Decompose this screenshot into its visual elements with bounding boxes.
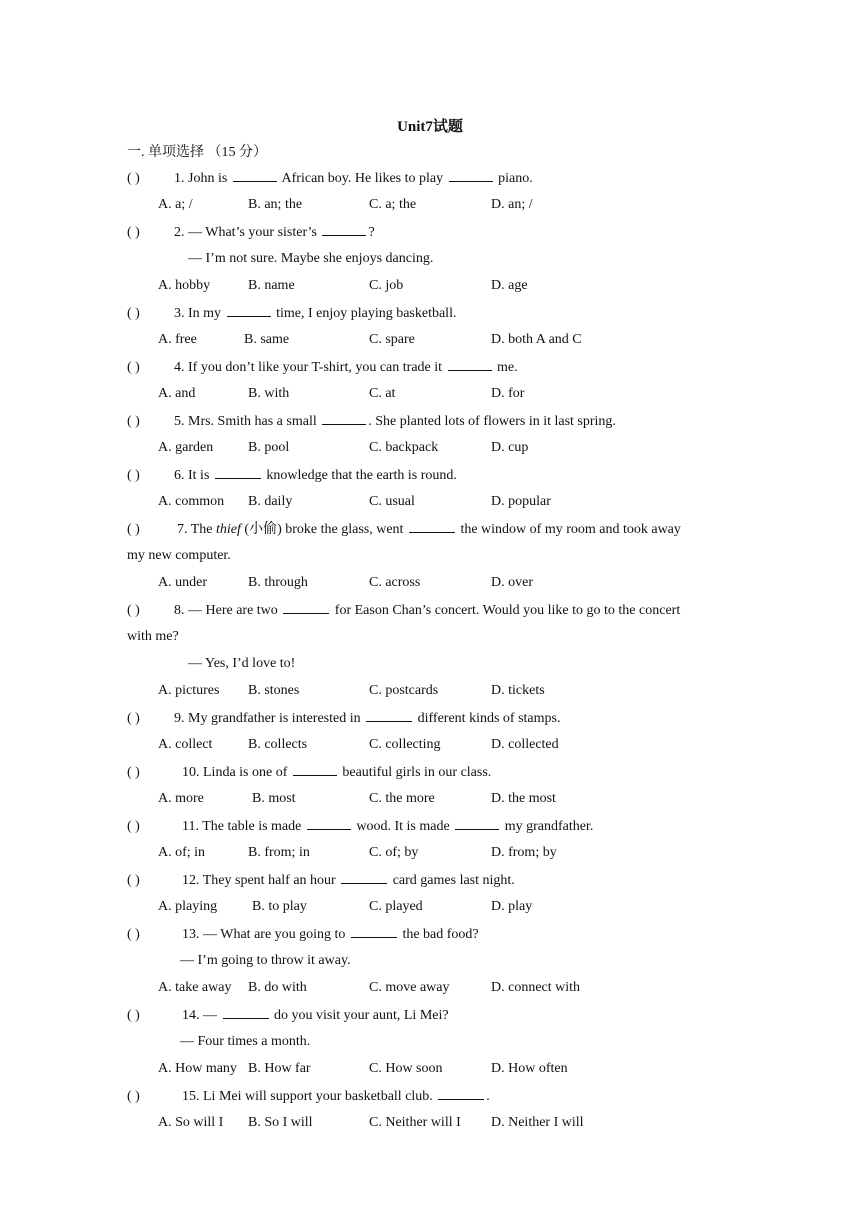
blank [227, 304, 271, 317]
option-d: D. tickets [491, 683, 545, 698]
option-b: B. with [248, 386, 290, 401]
option-c: C. postcards [369, 683, 439, 698]
blank [293, 763, 337, 776]
option-b: B. do with [248, 980, 307, 995]
option-d: D. collected [491, 737, 559, 752]
question-7-continued: my new computer. [127, 548, 231, 563]
page-title: Unit7试题 [397, 119, 463, 135]
question-7: ( ) 7. The thief (小偷) broke the glass, went the window of my room and took away [127, 522, 681, 537]
option-c: C. Neither will I [369, 1115, 461, 1130]
question-8-continued: with me? [127, 629, 179, 644]
option-a: A. of; in [158, 845, 206, 860]
answer-bracket: ( ) [127, 225, 140, 240]
dialogue-reply: — Four times a month. [180, 1034, 311, 1049]
blank [438, 1087, 484, 1100]
question-12: ( ) 12. They spent half an hour card games last night. [127, 873, 515, 888]
option-d: D. popular [491, 494, 551, 509]
answer-bracket: ( ) [127, 522, 140, 537]
section-heading: 一. 单项选择 （15 分） [127, 145, 267, 160]
blank [307, 817, 351, 830]
option-c: C. the more [369, 791, 435, 806]
option-d: D. both A and C [491, 332, 582, 347]
option-a: A. So will I [158, 1115, 224, 1130]
dialogue-reply: — I’m not sure. Maybe she enjoys dancing. [188, 251, 434, 266]
answer-bracket: ( ) [127, 873, 140, 888]
answer-bracket: ( ) [127, 360, 140, 375]
option-b: B. stones [248, 683, 300, 698]
option-c: C. job [369, 278, 404, 293]
option-a: A. hobby [158, 278, 211, 293]
question-1: ( ) 1. John is African boy. He likes to play piano. [127, 171, 533, 186]
option-c: C. backpack [369, 440, 439, 455]
option-a: A. and [158, 386, 196, 401]
blank [322, 412, 366, 425]
dialogue-reply: — Yes, I’d love to! [188, 656, 296, 671]
option-b: B. an; the [248, 197, 303, 212]
blank [283, 601, 329, 614]
option-b: B. How far [248, 1061, 311, 1076]
option-a: A. common [158, 494, 225, 509]
blank [448, 358, 492, 371]
option-a: A. a; / [158, 197, 193, 212]
question-8: ( ) 8. — Here are two for Eason Chan’s concert. Would you like to go to the concert [127, 603, 681, 618]
question-10: ( ) 10. Linda is one of beautiful girls in our class. [127, 765, 492, 780]
option-d: D. the most [491, 791, 556, 806]
option-c: C. How soon [369, 1061, 443, 1076]
answer-bracket: ( ) [127, 306, 140, 321]
question-14: ( ) 14. — do you visit your aunt, Li Mei? [127, 1008, 449, 1023]
option-a: A. playing [158, 899, 218, 914]
option-d: D. Neither I will [491, 1115, 584, 1130]
option-a: A. pictures [158, 683, 220, 698]
question-5: ( ) 5. Mrs. Smith has a small . She planted lots of flowers in it last spring. [127, 414, 616, 429]
option-b: B. most [252, 791, 296, 806]
option-c: C. across [369, 575, 421, 590]
option-a: A. more [158, 791, 204, 806]
blank [351, 925, 397, 938]
option-d: D. cup [491, 440, 529, 455]
answer-bracket: ( ) [127, 171, 140, 186]
option-d: D. for [491, 386, 525, 401]
answer-bracket: ( ) [127, 711, 140, 726]
question-13: ( ) 13. — What are you going to the bad food? [127, 927, 479, 942]
blank [215, 466, 261, 479]
answer-bracket: ( ) [127, 468, 140, 483]
option-b: B. to play [252, 899, 307, 914]
option-c: C. a; the [369, 197, 417, 212]
option-c: C. at [369, 386, 396, 401]
option-d: D. connect with [491, 980, 581, 995]
option-c: C. of; by [369, 845, 419, 860]
option-c: C. collecting [369, 737, 441, 752]
option-d: D. over [491, 575, 533, 590]
option-c: C. move away [369, 980, 450, 995]
answer-bracket: ( ) [127, 1008, 140, 1023]
option-d: D. from; by [491, 845, 557, 860]
answer-bracket: ( ) [127, 414, 140, 429]
option-d: D. an; / [491, 197, 533, 212]
answer-bracket: ( ) [127, 819, 140, 834]
dialogue-reply: — I’m going to throw it away. [180, 953, 351, 968]
blank [366, 709, 412, 722]
option-b: B. collects [248, 737, 308, 752]
option-b: B. pool [248, 440, 290, 455]
question-6: ( ) 6. It is knowledge that the earth is round. [127, 468, 457, 483]
option-d: D. age [491, 278, 528, 293]
option-b: B. same [244, 332, 290, 347]
option-b: B. through [248, 575, 308, 590]
option-b: B. So I will [248, 1115, 313, 1130]
question-4: ( ) 4. If you don’t like your T-shirt, you can trade it me. [127, 360, 518, 375]
option-a: A. collect [158, 737, 213, 752]
answer-bracket: ( ) [127, 765, 140, 780]
question-15: ( ) 15. Li Mei will support your basketball club. . [127, 1089, 490, 1104]
option-c: C. spare [369, 332, 415, 347]
option-a: A. garden [158, 440, 214, 455]
answer-bracket: ( ) [127, 1089, 140, 1104]
blank [449, 169, 493, 182]
option-a: A. take away [158, 980, 232, 995]
question-3: ( ) 3. In my time, I enjoy playing basketball. [127, 306, 457, 321]
option-a: A. free [158, 332, 197, 347]
blank [455, 817, 499, 830]
question-11: ( ) 11. The table is made wood. It is made my grandfather. [127, 819, 594, 834]
answer-bracket: ( ) [127, 603, 140, 618]
question-2: ( ) 2. — What’s your sister’s ? [127, 225, 375, 240]
option-a: A. under [158, 575, 207, 590]
blank [409, 520, 455, 533]
option-b: B. name [248, 278, 295, 293]
option-d: D. How often [491, 1061, 568, 1076]
option-b: B. daily [248, 494, 293, 509]
blank [233, 169, 277, 182]
option-a: A. How many [158, 1061, 237, 1076]
option-d: D. play [491, 899, 533, 914]
option-b: B. from; in [248, 845, 310, 860]
blank [341, 871, 387, 884]
option-c: C. usual [369, 494, 415, 509]
answer-bracket: ( ) [127, 927, 140, 942]
blank [322, 223, 366, 236]
blank [223, 1006, 269, 1019]
option-c: C. played [369, 899, 423, 914]
question-9: ( ) 9. My grandfather is interested in different kinds of stamps. [127, 711, 561, 726]
